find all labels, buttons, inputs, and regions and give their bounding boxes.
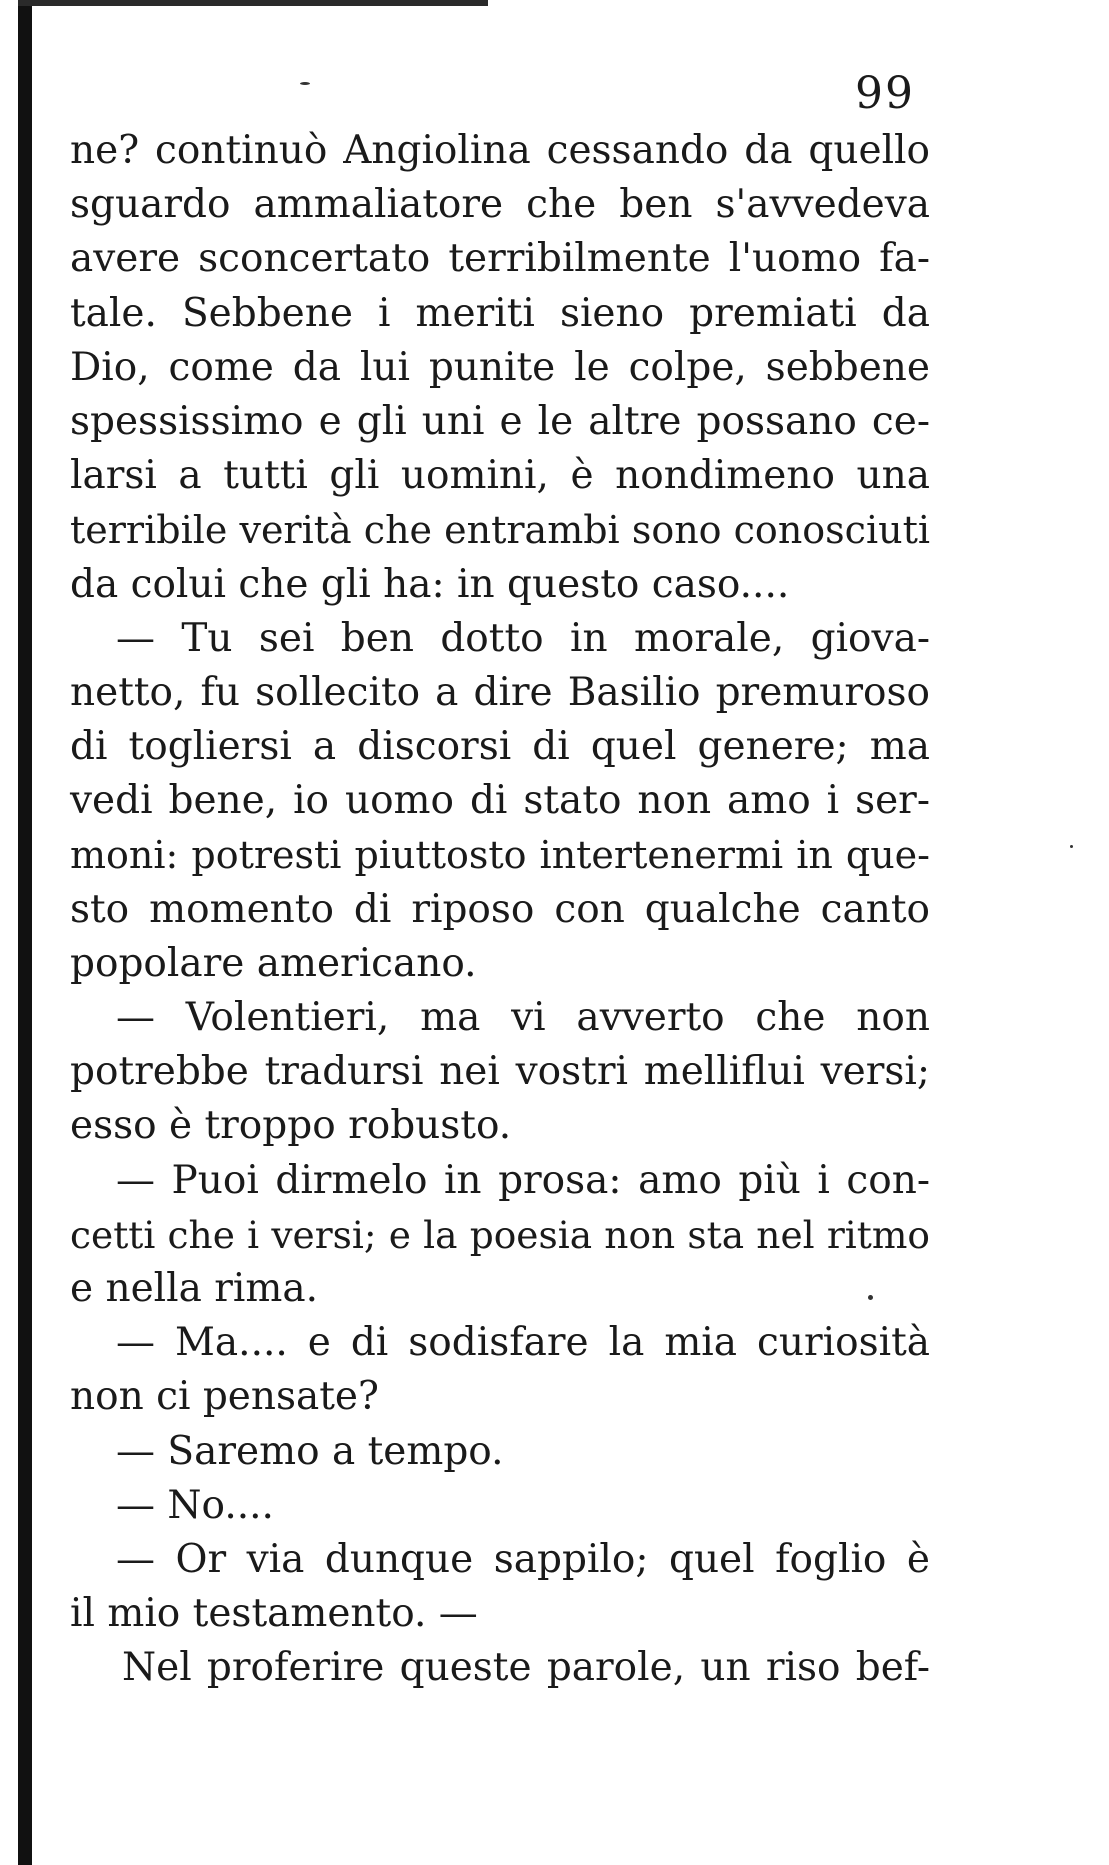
scan-speck [868,1295,873,1300]
text-line: ne? continuò Angiolina cessando da quello [70,128,930,173]
text-line: non ci pensate? [70,1374,379,1420]
text-line: il mio testamento. — [70,1591,478,1637]
page-number: 99 [855,68,915,119]
dialogue-line: — Ma.... e di sodisfare la mia curiosità [116,1320,930,1366]
dialogue-line: — Puoi dirmelo in prosa: amo più i con- [116,1157,930,1203]
text-line: larsi a tutti gli uomini, è nondimeno una [70,453,930,499]
dialogue-line: — No.... [116,1482,274,1528]
binding-edge [18,0,32,1865]
dialogue-line: — Or via dunque sappilo; quel foglio è [116,1536,930,1582]
top-rule [18,0,488,6]
text-line: terribile verità che entrambi sono conosciuti [70,508,930,553]
dialogue-line: — Tu sei ben dotto in morale, giova- [116,615,930,661]
text-line: sguardo ammaliatore che ben s'avvedeva [70,182,930,228]
text-line: netto, fu sollecito a dire Basilio premuroso [70,669,930,715]
scan-speck [300,82,310,85]
text-line: cetti che i versi; e la poesia non sta nel ritmo [70,1212,930,1257]
body-text [70,124,930,1695]
text-line: Dio, come da lui punite le colpe, sebbene [70,344,930,390]
text-line: vedi bene, io uomo di stato non amo i ser- [70,778,930,824]
text-line: sto momento di riposo con qualche canto [70,886,930,932]
text-line: popolare americano. [70,940,477,986]
text-line: tale. Sebbene i meriti sieno premiati da [70,290,930,336]
paragraph-line: Nel proferire queste parole, un riso bef- [122,1645,930,1691]
text-line: spessissimo e gli uni e le altre possano ce- [70,398,930,444]
text-line: e nella rima. [70,1265,319,1311]
text-line: moni: potresti piuttosto intertenermi in que- [70,833,930,878]
text-line: avere sconcertato terribilmente l'uomo fa- [70,236,930,282]
text-line: da colui che gli ha: in questo caso.... [70,561,790,607]
scan-speck [1070,845,1073,848]
dialogue-line: — Saremo a tempo. [116,1428,504,1474]
dialogue-line: — Volentieri, ma vi avverto che non [116,995,930,1040]
text-line: di togliersi a discorsi di quel genere; ma [70,724,930,770]
text-line: esso è troppo robusto. [70,1103,512,1149]
text-line: potrebbe tradursi nei vostri melliflui versi; [70,1049,930,1095]
